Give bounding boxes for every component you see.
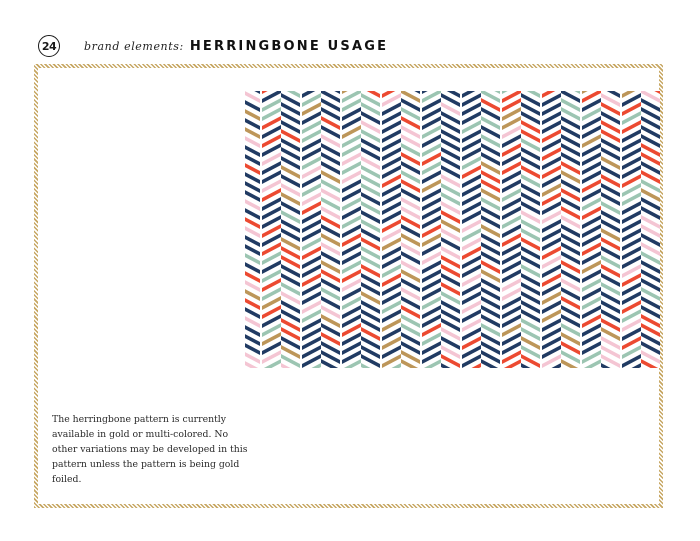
description-text: The herringbone pattern is currently available in gold or multi-colored. No other variations may be developed in this pattern unless the pattern is being gold foiled. — [52, 414, 248, 485]
section-title: HERRINGBONE USAGE — [189, 38, 389, 54]
page-number: 24 — [41, 39, 57, 53]
herringbone-pattern-image — [245, 91, 660, 368]
herringbone-pattern-svg — [245, 91, 660, 368]
page-header — [38, 34, 388, 58]
section-label: brand elements: — [84, 39, 184, 53]
herringbone-stripes — [245, 91, 660, 368]
page-number-badge — [38, 35, 60, 57]
